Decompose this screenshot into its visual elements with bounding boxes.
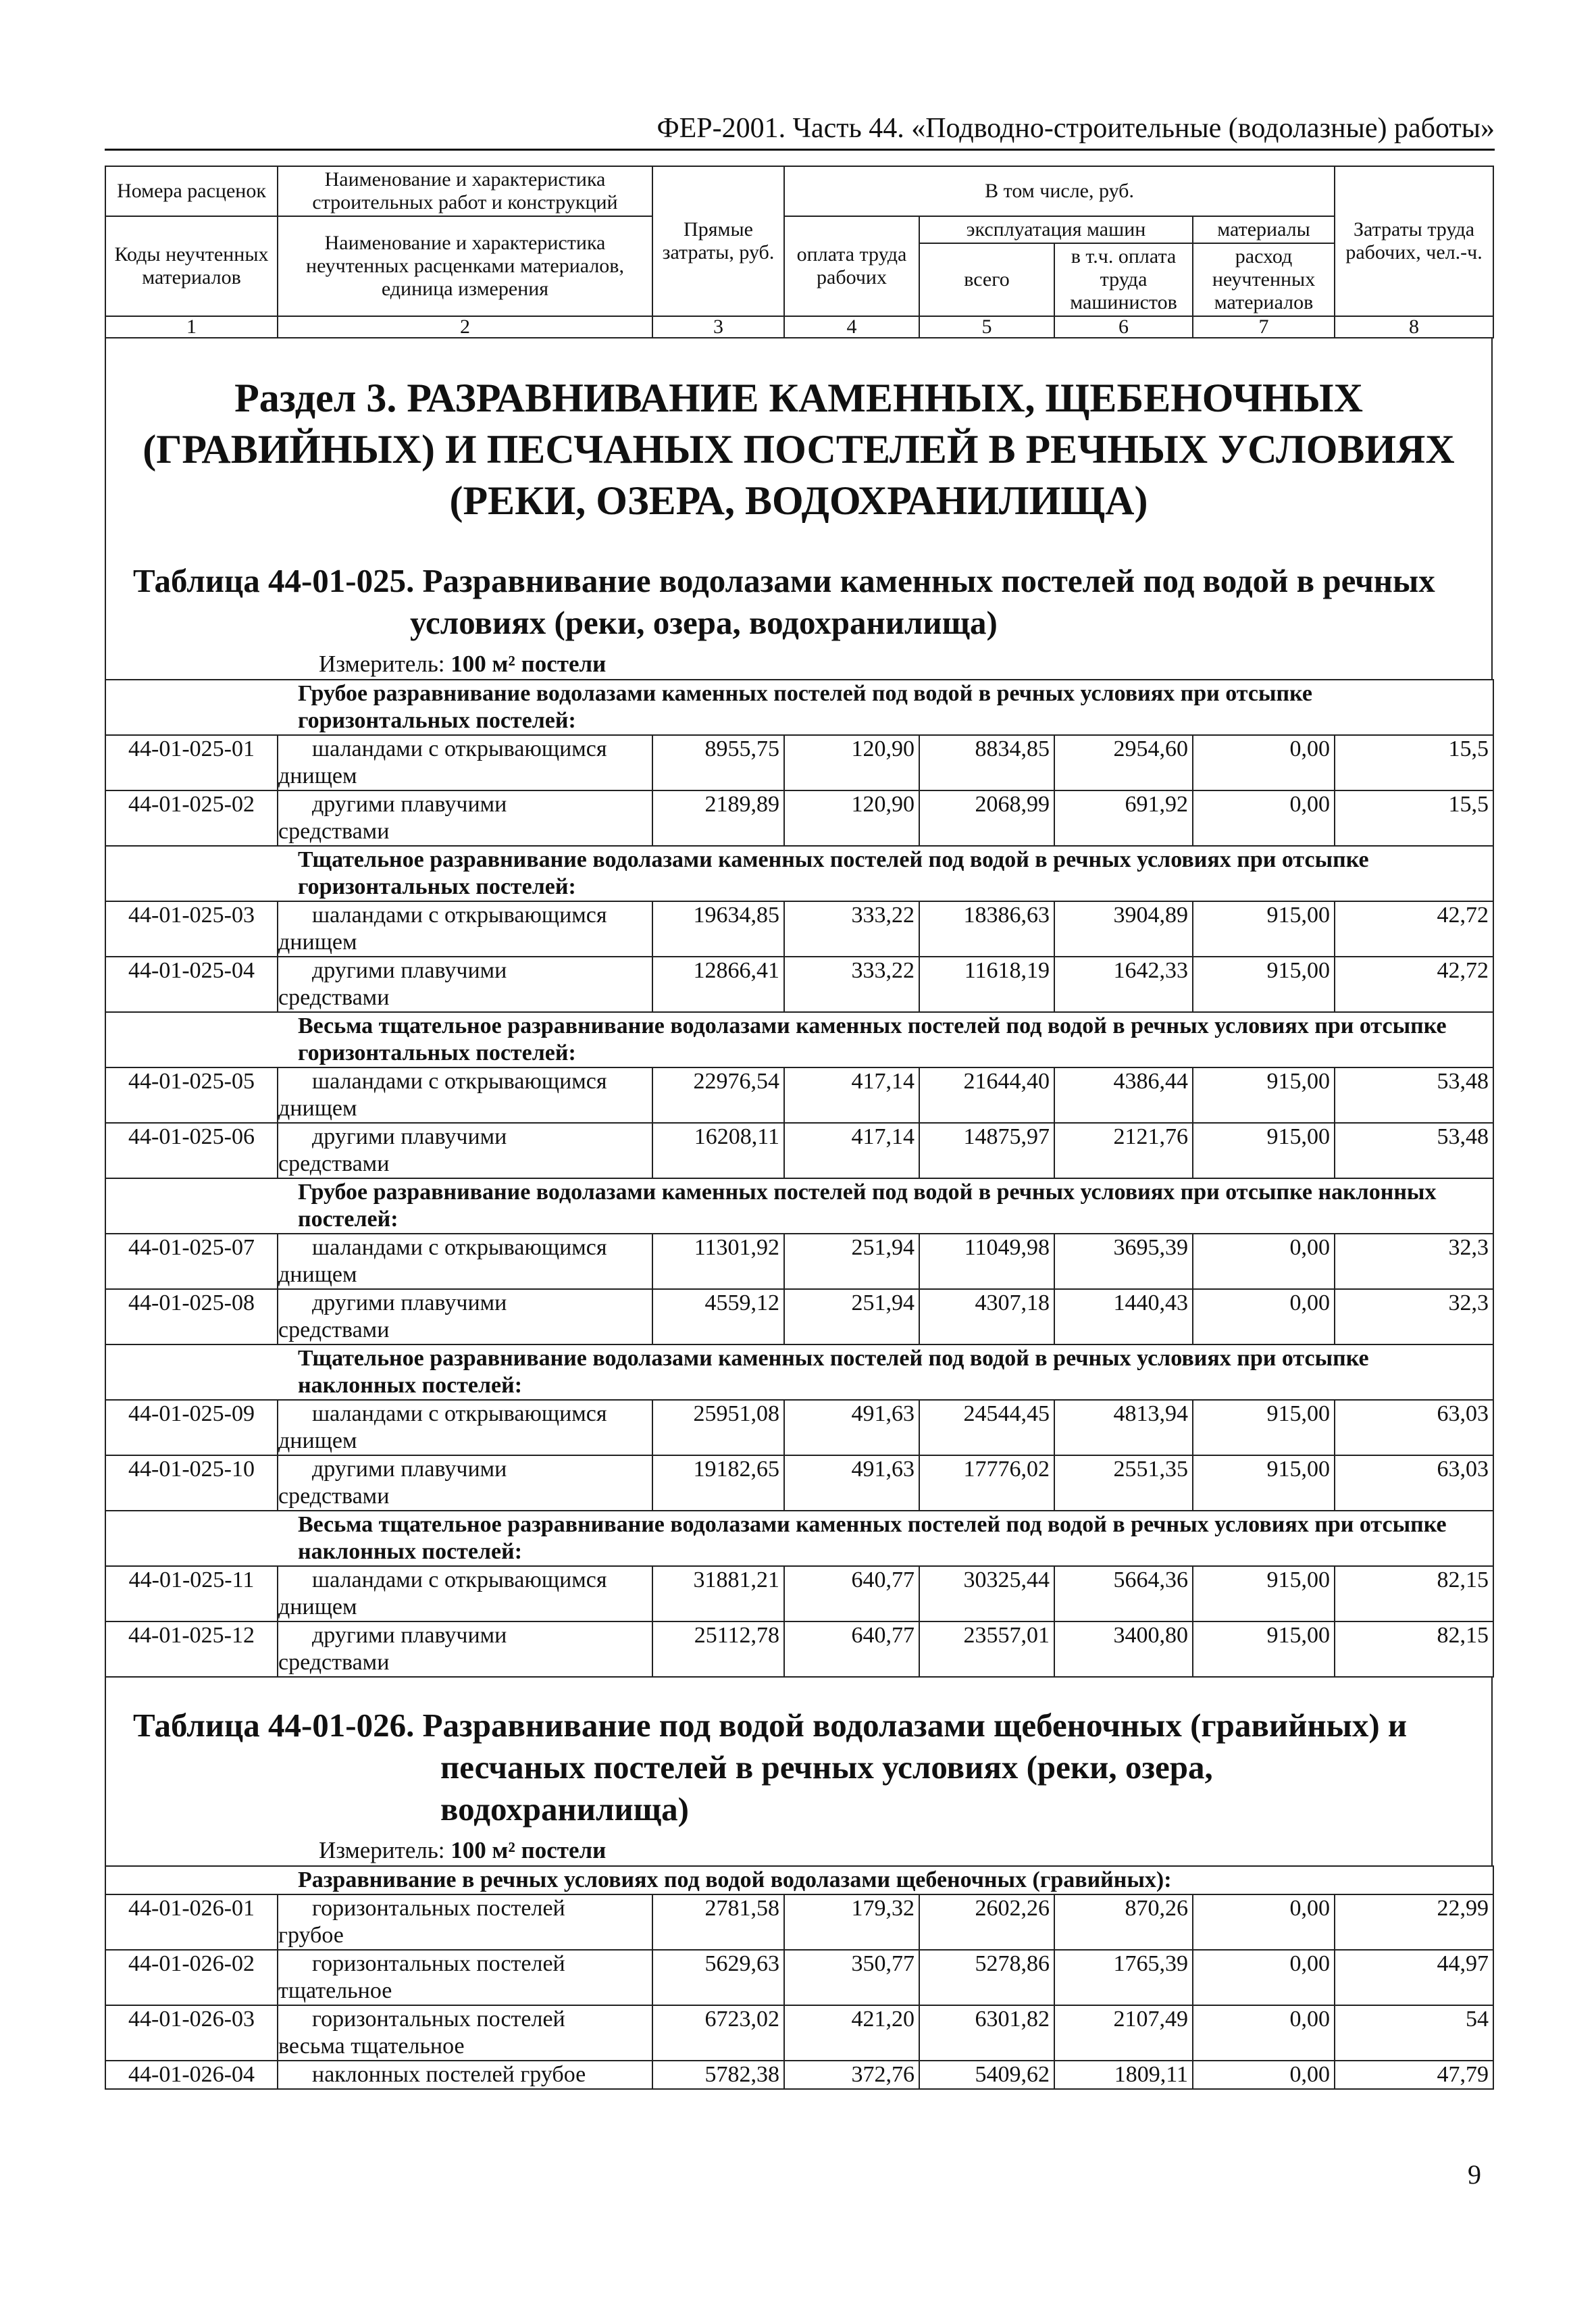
value-cell-c7: 0,00 bbox=[1193, 1234, 1335, 1289]
value-cell-c8: 82,15 bbox=[1335, 1566, 1493, 1621]
value-cell-c6: 5664,36 bbox=[1054, 1566, 1193, 1621]
hdr-machines-total: всего bbox=[919, 243, 1054, 316]
description-line: днищем bbox=[278, 1262, 357, 1287]
group-header-row bbox=[105, 680, 1493, 735]
value-cell-c7: 0,00 bbox=[1193, 1289, 1335, 1344]
section-title: Раздел 3. РАЗРАВНИВАНИЕ КАМЕННЫХ, ЩЕБЕНОЧНЫХ (ГРАВИЙНЫХ) И ПЕСЧАНЫХ ПОСТЕЛЕЙ В РЕЧНЫХ УСЛОВИЯХ (РЕКИ, ОЗЕРА, ВОДОХРАНИЛИЩА) bbox=[143, 376, 1455, 523]
work-description bbox=[278, 1566, 652, 1621]
value-cell-c8: 42,72 bbox=[1335, 957, 1493, 1012]
value-cell-c3: 11301,92 bbox=[652, 1234, 784, 1289]
table1-title-line1: Таблица 44-01-025. Разравнивание водолазами каменных постелей под водой в речных bbox=[133, 562, 1435, 599]
description-line: средствами bbox=[278, 985, 390, 1010]
rate-code: 44-01-025-04 bbox=[105, 957, 278, 1012]
hdr-c2-top: Наименование и характеристика строительных работ и конструкций bbox=[278, 166, 652, 216]
value-cell-c3: 5629,63 bbox=[652, 1950, 784, 2005]
hdr-wages: оплата труда рабочих bbox=[784, 216, 919, 316]
value-cell-c6: 1765,39 bbox=[1054, 1950, 1193, 2005]
value-cell-c5: 24544,45 bbox=[919, 1400, 1054, 1455]
work-description bbox=[278, 2061, 652, 2089]
value-cell-c3: 25951,08 bbox=[652, 1400, 784, 1455]
description-line: другими плавучими bbox=[312, 792, 507, 817]
description-line: грубое bbox=[278, 1923, 344, 1948]
value-cell-c5: 11618,19 bbox=[919, 957, 1054, 1012]
description-line: днищем bbox=[278, 1096, 357, 1121]
table-row bbox=[105, 1289, 1493, 1344]
value-cell-c7: 915,00 bbox=[1193, 1123, 1335, 1178]
value-cell-c5: 5278,86 bbox=[919, 1950, 1054, 2005]
work-description bbox=[278, 1067, 652, 1123]
description-line: средствами bbox=[278, 1317, 390, 1342]
page-sheet bbox=[105, 166, 1493, 2090]
rate-code: 44-01-025-07 bbox=[105, 1234, 278, 1289]
group-spacer bbox=[105, 680, 278, 735]
description-line: средствами bbox=[278, 1151, 390, 1176]
value-cell-c8: 22,99 bbox=[1335, 1894, 1493, 1950]
rate-code: 44-01-026-01 bbox=[105, 1894, 278, 1950]
value-cell-c6: 3400,80 bbox=[1054, 1621, 1193, 1677]
description-line: тщательное bbox=[278, 1978, 392, 2003]
value-cell-c6: 2954,60 bbox=[1054, 735, 1193, 790]
value-cell-c8: 82,15 bbox=[1335, 1621, 1493, 1677]
hdr-materials-use: расход неучтенных материалов bbox=[1193, 243, 1335, 316]
col-number: 7 bbox=[1193, 316, 1335, 338]
group-header-row bbox=[105, 1344, 1493, 1400]
section-block bbox=[105, 338, 1493, 679]
value-cell-c3: 4559,12 bbox=[652, 1289, 784, 1344]
group-header-row bbox=[105, 1866, 1493, 1894]
value-cell-c3: 22976,54 bbox=[652, 1067, 784, 1123]
value-cell-c4: 491,63 bbox=[784, 1400, 919, 1455]
rate-code: 44-01-025-03 bbox=[105, 901, 278, 957]
table-row bbox=[105, 901, 1493, 957]
value-cell-c5: 17776,02 bbox=[919, 1455, 1054, 1511]
table2-data bbox=[105, 1865, 1494, 2090]
group-title: Тщательное разравнивание водолазами каменных постелей под водой в речных условиях при отсыпке наклонных постелей: bbox=[278, 1344, 1493, 1400]
group-header-row bbox=[105, 1178, 1493, 1234]
rate-code: 44-01-025-05 bbox=[105, 1067, 278, 1123]
table1-title-line2: условиях (реки, озера, водохранилища) bbox=[410, 604, 998, 641]
value-cell-c6: 1440,43 bbox=[1054, 1289, 1193, 1344]
value-cell-c6: 4813,94 bbox=[1054, 1400, 1193, 1455]
work-description bbox=[278, 901, 652, 957]
value-cell-c7: 0,00 bbox=[1193, 2061, 1335, 2089]
hdr-c1-bottom: Коды неучтенных материалов bbox=[105, 216, 278, 316]
table2-header-block bbox=[105, 1678, 1493, 1865]
rate-code: 44-01-025-12 bbox=[105, 1621, 278, 1677]
description-line: днищем bbox=[278, 930, 357, 955]
value-cell-c6: 4386,44 bbox=[1054, 1067, 1193, 1123]
hdr-labor: Затраты труда рабочих, чел.-ч. bbox=[1335, 166, 1493, 316]
hdr-machinist-wages: в т.ч. оплата труда машинистов bbox=[1054, 243, 1193, 316]
col-number: 5 bbox=[919, 316, 1054, 338]
value-cell-c6: 3695,39 bbox=[1054, 1234, 1193, 1289]
description-line: горизонтальных постелей bbox=[312, 2007, 565, 2032]
value-cell-c4: 333,22 bbox=[784, 901, 919, 957]
group-spacer bbox=[105, 1344, 278, 1400]
value-cell-c8: 42,72 bbox=[1335, 901, 1493, 957]
table-row bbox=[105, 1123, 1493, 1178]
description-line: шаландами с открывающимся bbox=[312, 1069, 607, 1094]
rate-code: 44-01-025-09 bbox=[105, 1400, 278, 1455]
work-description bbox=[278, 2005, 652, 2061]
value-cell-c6: 870,26 bbox=[1054, 1894, 1193, 1950]
value-cell-c7: 0,00 bbox=[1193, 2005, 1335, 2061]
description-line: другими плавучими bbox=[312, 1290, 507, 1315]
table-row bbox=[105, 2005, 1493, 2061]
value-cell-c8: 15,5 bbox=[1335, 735, 1493, 790]
value-cell-c8: 15,5 bbox=[1335, 790, 1493, 846]
value-cell-c6: 3904,89 bbox=[1054, 901, 1193, 957]
rate-code: 44-01-025-01 bbox=[105, 735, 278, 790]
value-cell-c7: 0,00 bbox=[1193, 1894, 1335, 1950]
table-row bbox=[105, 790, 1493, 846]
value-cell-c8: 54 bbox=[1335, 2005, 1493, 2061]
table-row bbox=[105, 735, 1493, 790]
hdr-c2-bottom: Наименование и характеристика неучтенных расценками материалов, единица измерения bbox=[278, 216, 652, 316]
rate-code: 44-01-025-11 bbox=[105, 1566, 278, 1621]
value-cell-c4: 251,94 bbox=[784, 1234, 919, 1289]
value-cell-c3: 31881,21 bbox=[652, 1566, 784, 1621]
description-line: днищем bbox=[278, 1594, 357, 1619]
table-row bbox=[105, 1950, 1493, 2005]
value-cell-c4: 333,22 bbox=[784, 957, 919, 1012]
value-cell-c5: 8834,85 bbox=[919, 735, 1054, 790]
value-cell-c5: 4307,18 bbox=[919, 1289, 1054, 1344]
value-cell-c5: 21644,40 bbox=[919, 1067, 1054, 1123]
work-description bbox=[278, 1289, 652, 1344]
table-row bbox=[105, 2061, 1493, 2089]
description-line: средствами bbox=[278, 1650, 390, 1675]
rate-code: 44-01-025-06 bbox=[105, 1123, 278, 1178]
value-cell-c4: 640,77 bbox=[784, 1621, 919, 1677]
table2-title bbox=[133, 1678, 1464, 1836]
hdr-c1-top: Номера расценок bbox=[105, 166, 278, 216]
group-header-row bbox=[105, 846, 1493, 901]
group-title: Грубое разравнивание водолазами каменных постелей под водой в речных условиях при отсыпке горизонтальных постелей: bbox=[278, 680, 1493, 735]
table2-title-line2: песчаных постелей в речных условиях (реки, озера, водохранилища) bbox=[440, 1749, 1213, 1828]
group-spacer bbox=[105, 846, 278, 901]
group-title: Разравнивание в речных условиях под водой водолазами щебеночных (гравийных): bbox=[278, 1866, 1493, 1894]
value-cell-c5: 2602,26 bbox=[919, 1894, 1054, 1950]
table1-title bbox=[133, 553, 1464, 649]
value-cell-c3: 2189,89 bbox=[652, 790, 784, 846]
description-line: средствами bbox=[278, 1484, 390, 1509]
description-line: горизонтальных постелей bbox=[312, 1951, 565, 1976]
meter-value: 100 м² постели bbox=[451, 651, 607, 677]
value-cell-c7: 915,00 bbox=[1193, 957, 1335, 1012]
value-cell-c8: 63,03 bbox=[1335, 1455, 1493, 1511]
group-spacer bbox=[105, 1178, 278, 1234]
rate-code: 44-01-025-08 bbox=[105, 1289, 278, 1344]
value-cell-c5: 14875,97 bbox=[919, 1123, 1054, 1178]
description-line: шаландами с открывающимся bbox=[312, 903, 607, 928]
table-row bbox=[105, 1621, 1493, 1677]
value-cell-c3: 8955,75 bbox=[652, 735, 784, 790]
value-cell-c3: 2781,58 bbox=[652, 1894, 784, 1950]
page-number: 9 bbox=[1468, 2159, 1481, 2190]
group-title: Весьма тщательное разравнивание водолазами каменных постелей под водой в речных условиях при отсыпке наклонных постелей: bbox=[278, 1511, 1493, 1566]
table-row bbox=[105, 1566, 1493, 1621]
col-number: 6 bbox=[1054, 316, 1193, 338]
table1-meter bbox=[133, 649, 1464, 679]
rate-code: 44-01-026-04 bbox=[105, 2061, 278, 2089]
group-title: Грубое разравнивание водолазами каменных постелей под водой в речных условиях при отсыпке наклонных постелей: bbox=[278, 1178, 1493, 1234]
description-line: другими плавучими bbox=[312, 1124, 507, 1149]
group-title: Весьма тщательное разравнивание водолазами каменных постелей под водой в речных условиях при отсыпке горизонтальных постелей: bbox=[278, 1012, 1493, 1067]
value-cell-c3: 16208,11 bbox=[652, 1123, 784, 1178]
value-cell-c8: 53,48 bbox=[1335, 1067, 1493, 1123]
work-description bbox=[278, 957, 652, 1012]
value-cell-c5: 30325,44 bbox=[919, 1566, 1054, 1621]
work-description bbox=[278, 1950, 652, 2005]
table-row bbox=[105, 1894, 1493, 1950]
table-row bbox=[105, 957, 1493, 1012]
value-cell-c5: 18386,63 bbox=[919, 901, 1054, 957]
value-cell-c6: 1642,33 bbox=[1054, 957, 1193, 1012]
group-spacer bbox=[105, 1012, 278, 1067]
group-title: Тщательное разравнивание водолазами каменных постелей под водой в речных условиях при отсыпке горизонтальных постелей: bbox=[278, 846, 1493, 901]
group-spacer bbox=[105, 1511, 278, 1566]
hdr-direct-costs: Прямые затраты, руб. bbox=[652, 166, 784, 316]
description-line: средствами bbox=[278, 819, 390, 844]
running-header: ФЕР-2001. Часть 44. «Подводно-строительные (водолазные) работы» bbox=[105, 108, 1495, 151]
column-header-table bbox=[105, 166, 1494, 338]
value-cell-c4: 417,14 bbox=[784, 1123, 919, 1178]
value-cell-c7: 0,00 bbox=[1193, 790, 1335, 846]
value-cell-c7: 915,00 bbox=[1193, 1621, 1335, 1677]
hdr-materials: материалы bbox=[1193, 216, 1335, 243]
description-line: наклонных постелей грубое bbox=[312, 2062, 586, 2087]
value-cell-c4: 120,90 bbox=[784, 735, 919, 790]
group-header-row bbox=[105, 1012, 1493, 1067]
description-line: днищем bbox=[278, 1428, 357, 1453]
value-cell-c8: 47,79 bbox=[1335, 2061, 1493, 2089]
value-cell-c5: 5409,62 bbox=[919, 2061, 1054, 2089]
value-cell-c7: 915,00 bbox=[1193, 1455, 1335, 1511]
value-cell-c4: 421,20 bbox=[784, 2005, 919, 2061]
value-cell-c5: 23557,01 bbox=[919, 1621, 1054, 1677]
rate-code: 44-01-026-02 bbox=[105, 1950, 278, 2005]
value-cell-c7: 0,00 bbox=[1193, 735, 1335, 790]
value-cell-c8: 53,48 bbox=[1335, 1123, 1493, 1178]
work-description bbox=[278, 1234, 652, 1289]
meter-value: 100 м² постели bbox=[451, 1837, 607, 1863]
value-cell-c3: 25112,78 bbox=[652, 1621, 784, 1677]
description-line: горизонтальных постелей bbox=[312, 1896, 565, 1921]
description-line: другими плавучими bbox=[312, 958, 507, 983]
value-cell-c4: 179,32 bbox=[784, 1894, 919, 1950]
description-line: весьма тщательное bbox=[278, 2034, 465, 2059]
value-cell-c4: 251,94 bbox=[784, 1289, 919, 1344]
table2-title-line1: Таблица 44-01-026. Разравнивание под водой водолазами щебеночных (гравийных) и bbox=[133, 1707, 1408, 1744]
value-cell-c4: 417,14 bbox=[784, 1067, 919, 1123]
value-cell-c7: 0,00 bbox=[1193, 1950, 1335, 2005]
work-description bbox=[278, 1400, 652, 1455]
value-cell-c3: 19634,85 bbox=[652, 901, 784, 957]
hdr-machines: эксплуатация машин bbox=[919, 216, 1193, 243]
value-cell-c4: 491,63 bbox=[784, 1455, 919, 1511]
value-cell-c6: 1809,11 bbox=[1054, 2061, 1193, 2089]
value-cell-c4: 640,77 bbox=[784, 1566, 919, 1621]
col-number: 2 bbox=[278, 316, 652, 338]
work-description bbox=[278, 790, 652, 846]
description-line: другими плавучими bbox=[312, 1457, 507, 1482]
value-cell-c7: 915,00 bbox=[1193, 1566, 1335, 1621]
value-cell-c4: 372,76 bbox=[784, 2061, 919, 2089]
work-description bbox=[278, 1621, 652, 1677]
value-cell-c7: 915,00 bbox=[1193, 1067, 1335, 1123]
table2-meter bbox=[133, 1836, 1464, 1865]
work-description bbox=[278, 1894, 652, 1950]
value-cell-c3: 6723,02 bbox=[652, 2005, 784, 2061]
group-spacer bbox=[105, 1866, 278, 1894]
description-line: шаландами с открывающимся bbox=[312, 1567, 607, 1592]
value-cell-c8: 44,97 bbox=[1335, 1950, 1493, 2005]
work-description bbox=[278, 1455, 652, 1511]
table-row bbox=[105, 1067, 1493, 1123]
description-line: шаландами с открывающимся bbox=[312, 1235, 607, 1260]
col-number: 4 bbox=[784, 316, 919, 338]
value-cell-c5: 2068,99 bbox=[919, 790, 1054, 846]
work-description bbox=[278, 735, 652, 790]
meter-label: Измеритель: bbox=[319, 1837, 445, 1863]
description-line: шаландами с открывающимся bbox=[312, 736, 607, 761]
table-row bbox=[105, 1234, 1493, 1289]
table-row bbox=[105, 1455, 1493, 1511]
value-cell-c4: 350,77 bbox=[784, 1950, 919, 2005]
value-cell-c4: 120,90 bbox=[784, 790, 919, 846]
value-cell-c5: 6301,82 bbox=[919, 2005, 1054, 2061]
meter-label: Измеритель: bbox=[319, 651, 445, 677]
col-number: 1 bbox=[105, 316, 278, 338]
value-cell-c8: 32,3 bbox=[1335, 1234, 1493, 1289]
value-cell-c7: 915,00 bbox=[1193, 901, 1335, 957]
value-cell-c3: 12866,41 bbox=[652, 957, 784, 1012]
rate-code: 44-01-026-03 bbox=[105, 2005, 278, 2061]
value-cell-c8: 32,3 bbox=[1335, 1289, 1493, 1344]
col-number: 8 bbox=[1335, 316, 1493, 338]
description-line: другими плавучими bbox=[312, 1623, 507, 1648]
col-number: 3 bbox=[652, 316, 784, 338]
group-header-row bbox=[105, 1511, 1493, 1566]
value-cell-c5: 11049,98 bbox=[919, 1234, 1054, 1289]
rate-code: 44-01-025-10 bbox=[105, 1455, 278, 1511]
value-cell-c6: 691,92 bbox=[1054, 790, 1193, 846]
description-line: днищем bbox=[278, 763, 357, 788]
value-cell-c6: 2551,35 bbox=[1054, 1455, 1193, 1511]
value-cell-c7: 915,00 bbox=[1193, 1400, 1335, 1455]
value-cell-c8: 63,03 bbox=[1335, 1400, 1493, 1455]
hdr-incl: В том числе, руб. bbox=[784, 166, 1335, 216]
work-description bbox=[278, 1123, 652, 1178]
value-cell-c3: 19182,65 bbox=[652, 1455, 784, 1511]
rate-code: 44-01-025-02 bbox=[105, 790, 278, 846]
table-row bbox=[105, 1400, 1493, 1455]
value-cell-c6: 2121,76 bbox=[1054, 1123, 1193, 1178]
table1-data bbox=[105, 679, 1494, 1678]
value-cell-c3: 5782,38 bbox=[652, 2061, 784, 2089]
value-cell-c6: 2107,49 bbox=[1054, 2005, 1193, 2061]
description-line: шаландами с открывающимся bbox=[312, 1401, 607, 1426]
